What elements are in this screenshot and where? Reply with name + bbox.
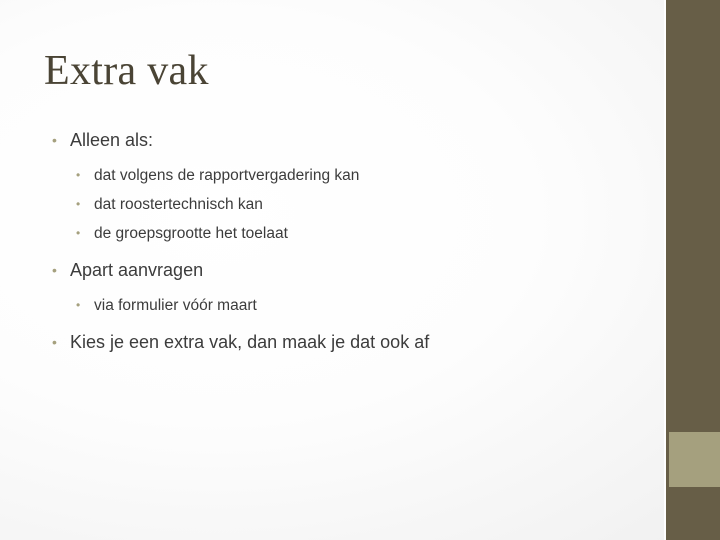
sub-bullet-item [70, 190, 652, 219]
bullet-icon: • [52, 334, 57, 350]
sub-bullet-list [70, 161, 652, 248]
bullet-icon: • [52, 132, 57, 148]
sub-bullet-text: dat roostertechnisch kan [94, 196, 263, 213]
sub-bullet-text: via formulier vóór maart [94, 297, 257, 314]
sub-bullet-item [70, 161, 652, 190]
bullet-icon: • [76, 168, 81, 182]
sub-bullet-text: de groepsgrootte het toelaat [94, 225, 288, 242]
side-accent-block [669, 432, 720, 487]
bullet-text: Kies je een extra vak, dan maak je dat ook af [70, 332, 430, 352]
bullet-item [52, 258, 652, 320]
sub-bullet-text: dat volgens de rapportvergadering kan [94, 167, 360, 184]
sub-bullet-item [70, 291, 652, 320]
bullet-icon: • [76, 226, 81, 240]
bullet-icon: • [76, 298, 81, 312]
sub-bullet-item [70, 219, 652, 248]
bullet-text: Apart aanvragen [70, 260, 204, 280]
sub-bullet-list [70, 291, 652, 320]
bullet-list [52, 128, 652, 354]
bullet-icon: • [76, 197, 81, 211]
slide-title: Extra vak [44, 48, 209, 94]
bullet-item [52, 128, 652, 248]
bullet-item [52, 330, 652, 354]
bullet-text: Alleen als: [70, 130, 154, 150]
bullet-icon: • [52, 262, 57, 278]
